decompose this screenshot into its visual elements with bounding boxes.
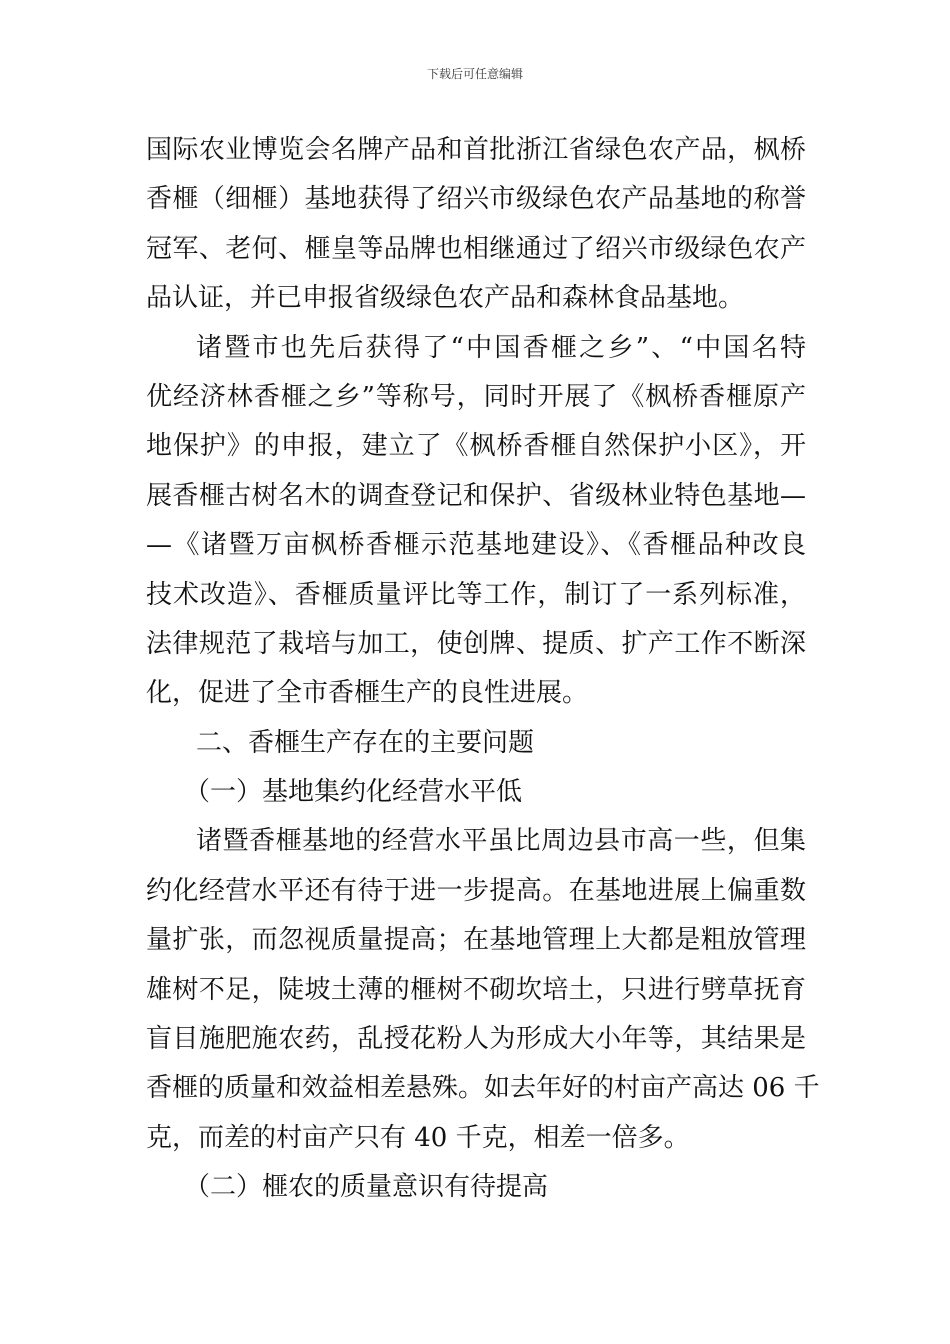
text-line: 品认证，并已申报省级绿色农产品和森林食品基地。 <box>146 283 745 314</box>
text-line: 雄树不足，陡坡土薄的榧树不砌坎培土，只进行劈草抚育 <box>146 974 806 1005</box>
text-line: 展香榧古树名木的调查登记和保护、省级林业特色基地— <box>146 480 806 511</box>
text-line: 约化经营水平还有待于进一步提高。在基地进展上偏重数 <box>146 875 806 906</box>
text-line: 诸暨香榧基地的经营水平虽比周边县市高一些，但集 <box>196 826 806 857</box>
text-line: 香榧（细榧）基地获得了绍兴市级绿色农产品基地的称誉 <box>146 184 806 215</box>
text-line: 克，而差的村亩产只有 40 千克，相差一倍多。 <box>146 1122 690 1153</box>
text-line: —《诸暨万亩枫桥香榧示范基地建设》、《香榧品种改良 <box>146 530 806 561</box>
text-line: 盲目施肥施农药，乱授花粉人为形成大小年等，其结果是 <box>146 1024 806 1055</box>
text-line: 国际农业博览会名牌产品和首批浙江省绿色农产品，枫桥 <box>146 135 806 165</box>
text-line: 法律规范了栽培与加工，使创牌、提质、扩产工作不断深 <box>146 628 806 659</box>
page-header: 下载后可任意编辑 <box>426 67 523 81</box>
text-line: 香榧的质量和效益相差悬殊。如去年好的村亩产高达 06 千 <box>146 1073 820 1104</box>
text-line: （二）榧农的质量意识有待提高 <box>184 1172 549 1203</box>
text-line: 诸暨市也先后获得了“中国香榧之乡”、“中国名特 <box>196 332 806 363</box>
text-line: 优经济林香榧之乡”等称号，同时开展了《枫桥香榧原产 <box>146 381 806 412</box>
text-line: 量扩张，而忽视质量提高；在基地管理上大都是粗放管理 <box>146 925 806 956</box>
text-line: 冠军、老何、榧皇等品牌也相继通过了绍兴市级绿色农产 <box>146 233 806 264</box>
text-line: （一）基地集约化经营水平低 <box>184 777 523 808</box>
text-line: 地保护》的申报，建立了《枫桥香榧自然保护小区》，开 <box>146 431 806 462</box>
text-line: 技术改造》、香榧质量评比等工作，制订了一系列标准， <box>146 579 806 610</box>
text-line: 化，促进了全市香榧生产的良性进展。 <box>146 678 589 709</box>
document-body <box>146 126 820 1213</box>
text-line: 二、香榧生产存在的主要问题 <box>196 727 535 758</box>
